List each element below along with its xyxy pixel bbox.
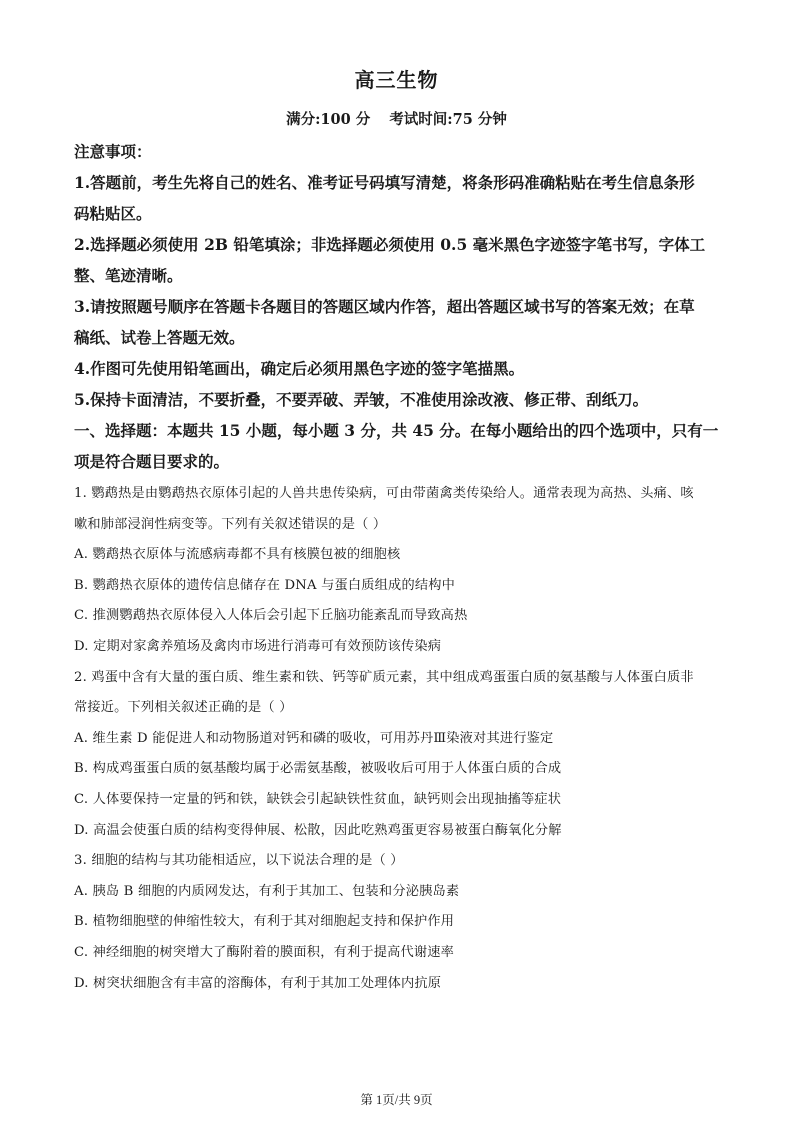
page-title: 高三生物 xyxy=(354,68,439,92)
note-line: 码粘贴区。 xyxy=(74,204,152,223)
question-stem: 常接近。下列相关叙述正确的是（ ） xyxy=(74,700,293,716)
note-line: 4.作图可先使用铅笔画出，确定后必须用黑色字迹的签字笔描黑。 xyxy=(74,359,525,378)
question-stem: 1. 鹦鹉热是由鹦鹉热衣原体引起的人兽共患传染病，可由带菌禽类传染给人。通常表现为高热、头痛、咳 xyxy=(74,486,694,501)
time-info: 考试时间:75 分钟 xyxy=(389,111,507,128)
page-number: 第 1页/共 9页 xyxy=(360,1093,433,1107)
question-stem: 嗽和肺部浸润性病变等。下列有关叙述错误的是（ ） xyxy=(74,516,387,532)
option-d: D. 定期对家禽养殖场及禽肉市场进行消毒可有效预防该传染病 xyxy=(74,638,442,654)
option-c: C. 推测鹦鹉热衣原体侵入人体后会引起下丘脑功能紊乱而导致高热 xyxy=(74,608,468,624)
note-line: 稿纸、试卷上答题无效。 xyxy=(74,328,245,347)
question-stem: 2. 鸡蛋中含有大量的蛋白质、维生素和铁、钙等矿质元素，其中组成鸡蛋蛋白质的氨基酸与人体蛋白质非 xyxy=(74,669,694,685)
question-1 xyxy=(74,479,724,663)
option-a: A. 鹦鹉热衣原体与流感病毒都不具有核膜包被的细胞核 xyxy=(74,547,401,563)
note-line: 5.保持卡面清洁，不要折叠，不要弄破、弄皱，不准使用涂改液、修正带、刮纸刀。 xyxy=(74,390,649,409)
option-b: B. 鹦鹉热衣原体的遗传信息储存在 DNA 与蛋白质组成的结构中 xyxy=(74,577,455,593)
option-d: D. 树突状细胞含有丰富的溶酶体，有利于其加工处理体内抗原 xyxy=(74,975,442,991)
option-b: B. 构成鸡蛋蛋白质的氨基酸均属于必需氨基酸，被吸收后可用于人体蛋白质的合成 xyxy=(74,761,562,777)
option-a: A. 胰岛 B 细胞的内质网发达，有利于其加工、包装和分泌胰岛素 xyxy=(74,883,460,899)
notes-heading: 注意事项： xyxy=(74,142,152,161)
question-stem: 3. 细胞的结构与其功能相适应，以下说法合理的是（ ） xyxy=(74,853,404,869)
question-2 xyxy=(74,663,724,847)
questions-section xyxy=(74,479,724,999)
section-heading: 一、选择题：本题共 15 小题，每小题 3 分，共 45 分。在每小题给出的四个选项中，只有一 xyxy=(74,421,719,440)
note-line: 1.答题前，考生先将自己的姓名、准考证号码填写清楚，将条形码准确粘贴在考生信息条形 xyxy=(74,173,695,192)
option-a: A. 维生素 D 能促进人和动物肠道对钙和磷的吸收，可用苏丹Ⅲ染液对其进行鉴定 xyxy=(74,730,554,746)
option-b: B. 植物细胞壁的伸缩性较大，有利于其对细胞起支持和保护作用 xyxy=(74,914,455,930)
score-info: 满分:100 分 xyxy=(286,111,371,128)
option-c: C. 人体要保持一定量的钙和铁，缺铁会引起缺铁性贫血，缺钙则会出现抽搐等症状 xyxy=(74,791,562,807)
note-line: 2.选择题必须使用 2B 铅笔填涂；非选择题必须使用 0.5 毫米黑色字迹签字笔书写，字体工 xyxy=(74,235,706,254)
section-heading: 项是符合题目要求的。 xyxy=(74,452,230,471)
note-line: 3.请按照题号顺序在答题卡各题目的答题区域内作答，超出答题区域书写的答案无效；在草 xyxy=(74,297,695,316)
notes-section xyxy=(74,136,724,477)
exam-info xyxy=(0,108,793,129)
note-line: 整、笔迹清晰。 xyxy=(74,266,183,285)
option-d: D. 高温会使蛋白质的结构变得伸展、松散，因此吃熟鸡蛋更容易被蛋白酶氧化分解 xyxy=(74,822,562,838)
question-3 xyxy=(74,846,724,999)
option-c: C. 神经细胞的树突增大了酶附着的膜面积，有利于提高代谢速率 xyxy=(74,944,455,960)
